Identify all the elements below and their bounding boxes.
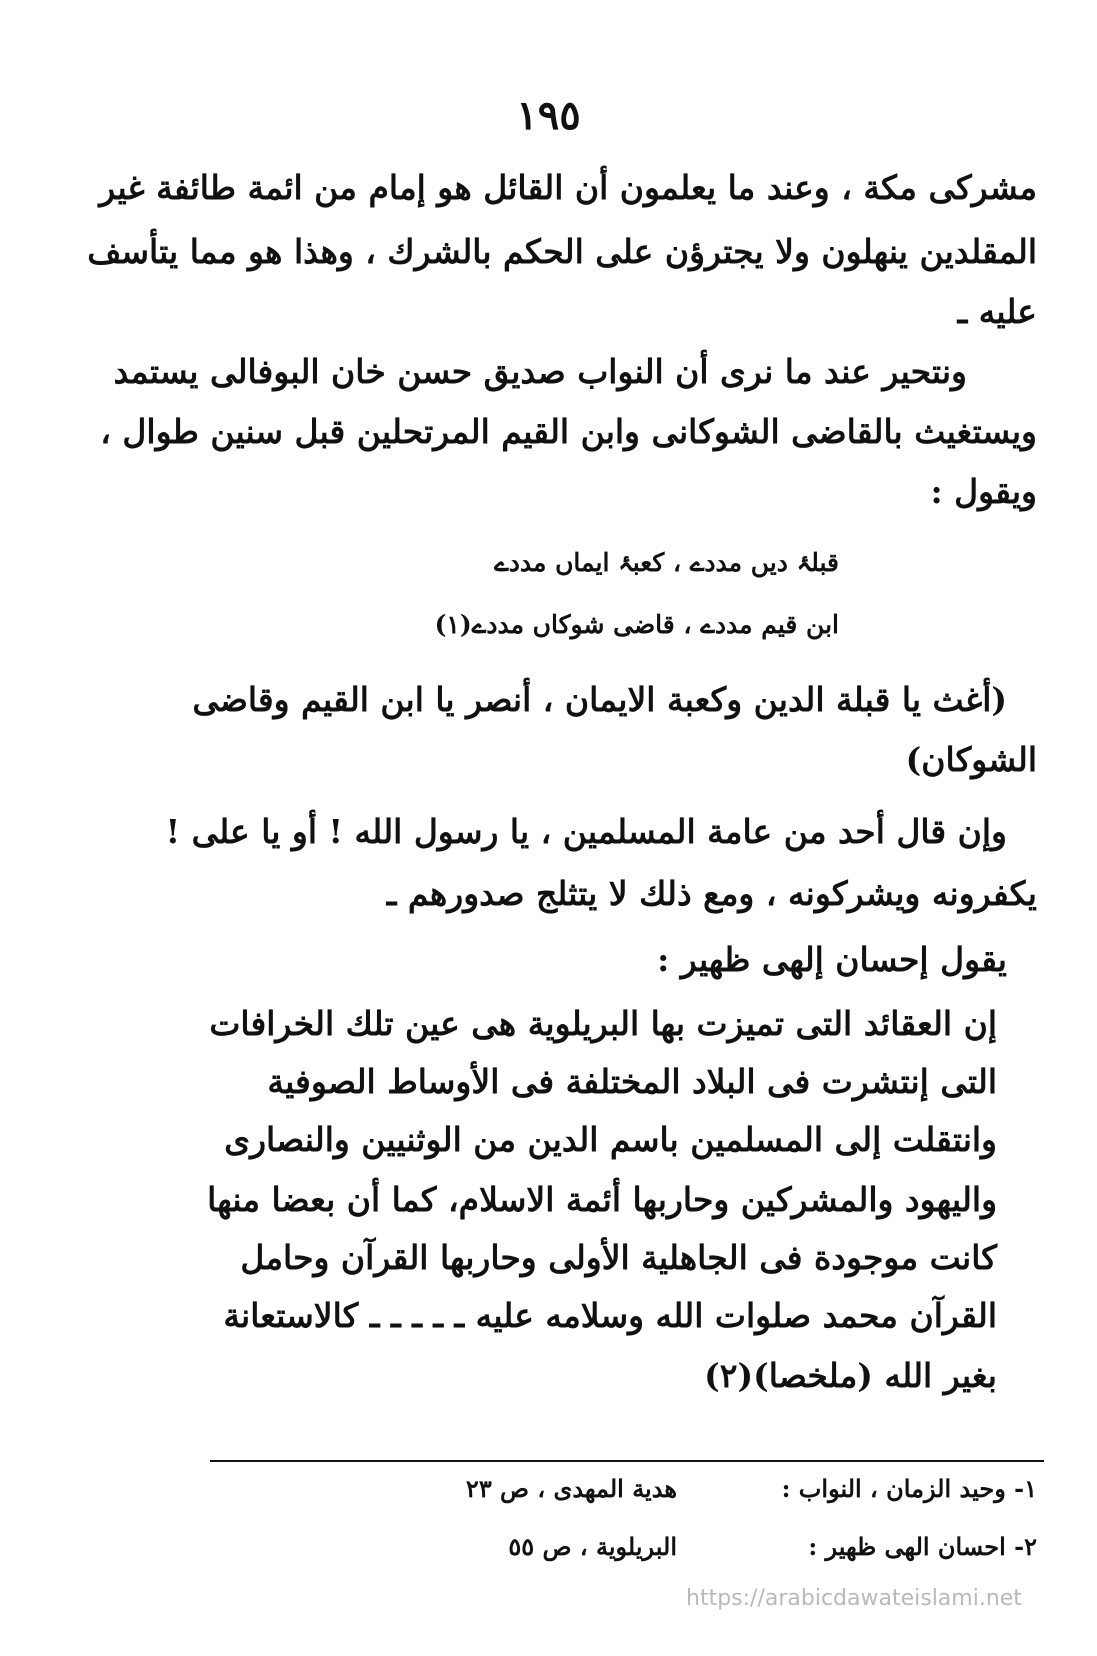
body-line: وإن قال أحد من عامة المسلمين ، يا رسول الله ! أو يا على ! (165, 812, 1007, 851)
page-number: ١٩٥ (516, 92, 581, 139)
footnote-source: البريلوية ، ص ٥٥ (508, 1532, 677, 1561)
quote-line: التى إنتشرت فى البلاد المختلفة فى الأوساط الصوفية (267, 1062, 997, 1101)
verse-line: قبلۂ دیں مددے ، کعبۂ ایماں مددے (494, 548, 839, 577)
quote-line: واليهود والمشركين وحاربها أئمة الاسلام، كما أن بعضا منها (207, 1180, 997, 1219)
translation-line: (أغث يا قبلة الدين وكعبة الايمان ، أنصر يا ابن القيم وقاضى (192, 680, 1007, 719)
body-line: المقلدين ينهلون ولا يجترؤن على الحكم بالشرك ، وهذا هو مما يتأسف (87, 232, 1037, 271)
quote-line: وانتقلت إلى المسلمين باسم الدين من الوثنيين والنصارى (224, 1120, 997, 1159)
body-line: يكفرونه ويشركونه ، ومع ذلك لا يتثلج صدورهم ـ (386, 874, 1037, 913)
footnote-label: ٢- احسان الهى ظهير : (808, 1532, 1037, 1561)
translation-line: الشوكان) (905, 740, 1037, 779)
footnote-label: ١- وحيد الزمان ، النواب : (781, 1474, 1037, 1503)
body-line: عليه ـ (957, 292, 1037, 331)
quote-line: بغير الله (ملخصا)(٢) (704, 1356, 997, 1395)
body-line: ويقول : (930, 472, 1037, 511)
footnote-source: هدية المهدى ، ص ٢٣ (465, 1474, 677, 1503)
quote-line: إن العقائد التى تميزت بها البريلوية هى عين تلك الخرافات (209, 1004, 997, 1043)
body-line: مشركى مكة ، وعند ما يعلمون أن القائل هو إمام من ائمة طائفة غير (99, 168, 1037, 207)
body-line: ويستغيث بالقاضى الشوكانى وابن القيم المرتحلين قبل سنين طوال ، (100, 412, 1037, 451)
body-line: يقول إحسان إلهى ظهير : (657, 940, 1007, 979)
verse-line: ابن قیم مددے ، قاضی شوکاں مددے(١) (434, 610, 839, 639)
body-line: ونتحير عند ما نرى أن النواب صديق حسن خان البوفالى يستمد (113, 352, 967, 391)
watermark-url: https://arabicdawateislami.net (686, 1586, 1022, 1611)
quote-line: القرآن محمد صلوات الله وسلامه عليه ـ ـ ـ ـ ـ كالاستعانة (223, 1296, 997, 1335)
quote-line: كانت موجودة فى الجاهلية الأولى وحاربها القرآن وحامل (240, 1238, 997, 1277)
footnote-divider (210, 1460, 1044, 1462)
